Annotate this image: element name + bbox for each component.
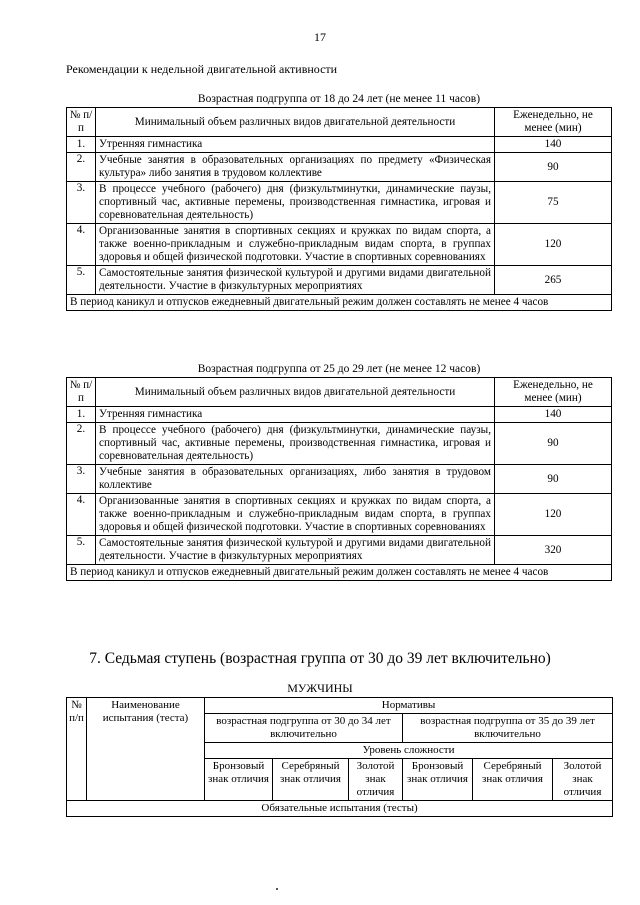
table-header-row	[67, 378, 612, 407]
norms-header-row	[67, 698, 613, 714]
level-silver-b: Серебряный знак отличия	[473, 759, 553, 801]
row-text: Учебные занятия в образовательных организациях по предмету «Физическая культура» либо занятия в трудовом коллективе	[96, 153, 495, 182]
row-text: Самостоятельные занятия физической культурой и другими видами двигательной деятельности. Участие в физкультурных мероприятиях	[96, 266, 495, 295]
table-row	[67, 536, 612, 565]
row-value: 90	[495, 465, 612, 494]
subgroup-30-34: возрастная подгруппа от 30 до 34 лет включительно	[205, 714, 403, 743]
row-value: 140	[495, 137, 612, 153]
row-text: Организованные занятия в спортивных секциях и кружках по видам спорта, а также военно-прикладным и служебно-прикладным видам спорта, в группах здоровья и общей физической подготовки. Участие в спортивных соревнованиях	[96, 224, 495, 266]
difficulty-header: Уровень сложности	[205, 743, 613, 759]
section-title: 7. Седьмая ступень (возрастная группа от 30 до 39 лет включительно)	[89, 650, 551, 667]
row-num: 4.	[67, 224, 96, 266]
row-text: Организованные занятия в спортивных секциях и кружках по видам спорта, а также военно-прикладным и служебно-прикладным видам спорта, в группах здоровья и общей физической подготовки. Участие в спортивных соревнованиях	[96, 494, 495, 536]
row-text: В процессе учебного (рабочего) дня (физкультминутки, динамические паузы, спортивный час, активные перемены, производственная гимнастика, игровая и соревновательная деятельность)	[96, 423, 495, 465]
gender-label: МУЖЧИНЫ	[287, 681, 353, 695]
row-text: В процессе учебного (рабочего) дня (физкультминутки, динамические паузы, спортивный час, активные перемены, производственная гимнастика, игровая и соревновательная деятельность)	[96, 182, 495, 224]
subgroup-35-39: возрастная подгруппа от 35 до 39 лет включительно	[403, 714, 613, 743]
mandatory-tests-header: Обязательные испытания (тесты)	[67, 801, 613, 817]
row-value: 140	[495, 407, 612, 423]
mandatory-tests-row	[67, 801, 613, 817]
header-weekly: Еженедельно, не менее (мин)	[495, 108, 612, 137]
norms-test-header: Наименование испытания (теста)	[87, 698, 205, 801]
row-text: Самостоятельные занятия физической культурой и другими видами двигательной деятельности. Участие в физкультурных мероприятиях	[96, 536, 495, 565]
table-row	[67, 423, 612, 465]
row-value: 90	[495, 153, 612, 182]
table1-caption: Возрастная подгруппа от 18 до 24 лет (не менее 11 часов)	[197, 93, 481, 105]
header-activity: Минимальный объем различных видов двигательной деятельности	[96, 108, 495, 137]
row-value: 75	[495, 182, 612, 224]
row-text: Учебные занятия в образовательных организациях, либо занятия в трудовом коллективе	[96, 465, 495, 494]
row-text: Утренняя гимнастика	[96, 407, 495, 423]
document-heading: Рекомендации к недельной двигательной активности	[66, 62, 338, 76]
level-silver-a: Серебряный знак отличия	[273, 759, 349, 801]
activity-table-18-24	[66, 107, 612, 311]
table-note-row	[67, 295, 612, 311]
row-value: 320	[495, 536, 612, 565]
row-value: 265	[495, 266, 612, 295]
table-row	[67, 137, 612, 153]
vacation-note: В период каникул и отпусков ежедневный двигательный режим должен составлять не менее 4 часов	[67, 295, 612, 311]
table-row	[67, 465, 612, 494]
table-row	[67, 266, 612, 295]
row-num: 5.	[67, 266, 96, 295]
header-num: № п/п	[67, 378, 96, 407]
row-num: 2.	[67, 153, 96, 182]
row-num: 3.	[67, 182, 96, 224]
table-row	[67, 494, 612, 536]
header-weekly: Еженедельно, не менее (мин)	[495, 378, 612, 407]
row-num: 2.	[67, 423, 96, 465]
level-bronze-a: Бронзовый знак отличия	[205, 759, 273, 801]
scan-dot	[276, 888, 278, 890]
row-text: Утренняя гимнастика	[96, 137, 495, 153]
header-activity: Минимальный объем различных видов двигательной деятельности	[96, 378, 495, 407]
header-num: № п/п	[67, 108, 96, 137]
level-gold-a: Золотой знак отличия	[349, 759, 403, 801]
row-value: 120	[495, 494, 612, 536]
table-row	[67, 224, 612, 266]
norms-table	[66, 697, 613, 817]
row-value: 120	[495, 224, 612, 266]
vacation-note: В период каникул и отпусков ежедневный двигательный режим должен составлять не менее 4 часов	[67, 565, 612, 581]
row-num: 1.	[67, 407, 96, 423]
row-num: 5.	[67, 536, 96, 565]
norms-num-header: № п/п	[67, 698, 87, 801]
row-num: 4.	[67, 494, 96, 536]
table-row	[67, 153, 612, 182]
table2-caption: Возрастная подгруппа от 25 до 29 лет (не менее 12 часов)	[197, 363, 481, 375]
row-value: 90	[495, 423, 612, 465]
row-num: 3.	[67, 465, 96, 494]
table-header-row	[67, 108, 612, 137]
level-gold-b: Золотой знак отличия	[553, 759, 613, 801]
normatives-header: Нормативы	[205, 698, 613, 714]
level-bronze-b: Бронзовый знак отличия	[403, 759, 473, 801]
table-note-row	[67, 565, 612, 581]
page-number: 17	[314, 30, 326, 44]
row-num: 1.	[67, 137, 96, 153]
activity-table-25-29	[66, 377, 612, 581]
table-row	[67, 182, 612, 224]
table-row	[67, 407, 612, 423]
